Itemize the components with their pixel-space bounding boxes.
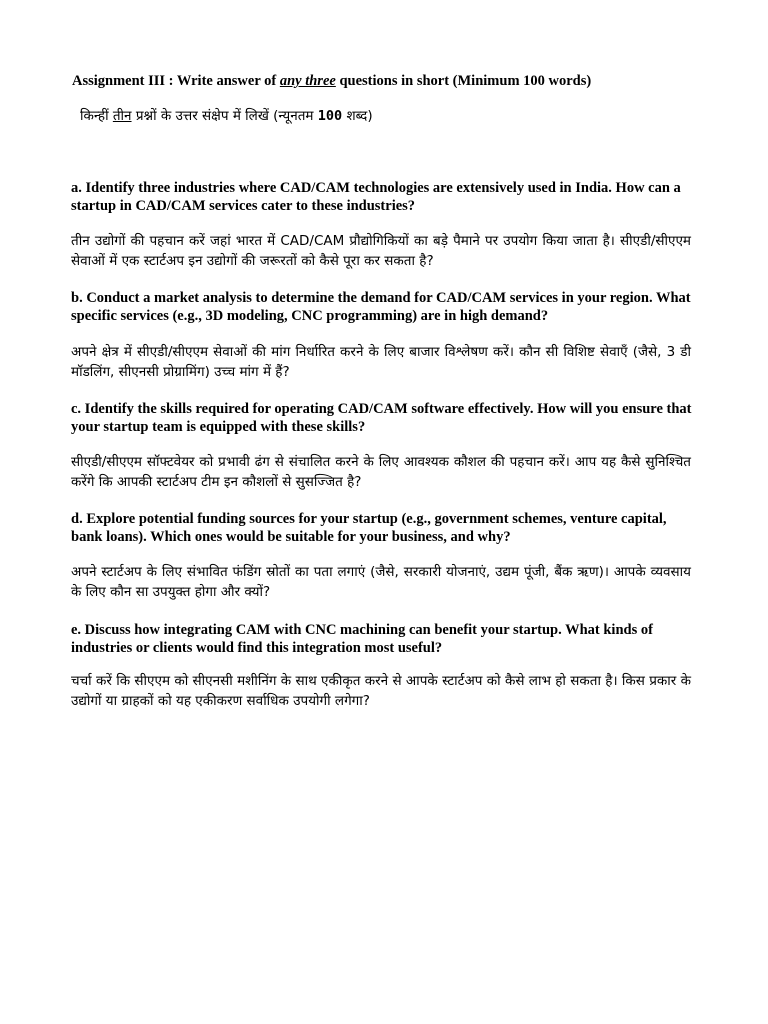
question-a-english: a. Identify three industries where CAD/CAM technologies are extensively used in India. How can a startup in CAD/CAM services cater to these industries?: [71, 180, 681, 214]
subheading-part1: किन्हीं: [80, 108, 113, 124]
question-a-hindi: तीन उद्योगों की पहचान करें जहां भारत में CAD/CAM प्रौद्योगिकियों का बड़े पैमाने पर उपयोग किया जाता है। सीएडी/सीएएम सेवाओं में एक स्टार्टअप इन उद्योगों की जरूरतों को कैसे पूरा कर सकता है?: [71, 233, 691, 269]
heading-prefix: Assignment III : Write answer of: [72, 73, 280, 89]
assignment-heading: [72, 73, 591, 90]
subheading-part3: शब्द): [342, 108, 373, 124]
question-b-english: b. Conduct a market analysis to determine the demand for CAD/CAM services in your region. What specific services (e.g., 3D modeling, CNC programming) are in high demand?: [71, 290, 691, 324]
assignment-subheading-hindi: [80, 106, 373, 124]
question-c-english: c. Identify the skills required for operating CAD/CAM software effectively. How will you ensure that your startup team is equipped with these skills?: [71, 401, 692, 435]
question-d-hindi: अपने स्टार्टअप के लिए संभावित फंडिंग स्रोतों का पता लगाएं (जैसे, सरकारी योजनाएं, उद्यम पूंजी, बैंक ऋण)। आपके व्यवसाय के लिए कौन सा उपयुक्त होगा और क्यों?: [71, 564, 691, 600]
question-e-hindi: चर्चा करें कि सीएएम को सीएनसी मशीनिंग के साथ एकीकृत करने से आपके स्टार्टअप को कैसे लाभ हो सकता है। किस प्रकार के उद्योगों या ग्राहकों को यह एकीकरण सर्वाधिक उपयोगी लगेगा?: [71, 673, 691, 709]
question-d-english: d. Explore potential funding sources for your startup (e.g., government schemes, venture capital, bank loans). Which ones would be suitable for your business, and why?: [71, 511, 667, 545]
subheading-number: 100: [317, 108, 343, 124]
heading-emphasis: any three: [279, 73, 336, 89]
question-b-hindi: अपने क्षेत्र में सीएडी/सीएएम सेवाओं की मांग निर्धारित करने के लिए बाजार विश्लेषण करें। कौन सी विशिष्ट सेवाएँ (जैसे, 3 डी मॉडलिंग, सीएनसी प्रोग्रामिंग) उच्च मांग में हैं?: [71, 344, 691, 380]
subheading-underlined: तीन: [112, 108, 132, 124]
question-e-english: e. Discuss how integrating CAM with CNC machining can benefit your startup. What kinds of industries or clients would find this integration most useful?: [71, 622, 653, 656]
subheading-part2: प्रश्नों के उत्तर संक्षेप में लिखें (न्यूनतम: [131, 108, 318, 124]
question-c-hindi: सीएडी/सीएएम सॉफ्टवेयर को प्रभावी ढंग से संचालित करने के लिए आवश्यक कौशल की पहचान करें। आप यह कैसे सुनिश्चित करेंगे कि आपकी स्टार्टअप टीम इन कौशलों से सुसज्जित है?: [71, 454, 691, 490]
heading-suffix: questions in short (Minimum 100 words): [335, 73, 592, 89]
